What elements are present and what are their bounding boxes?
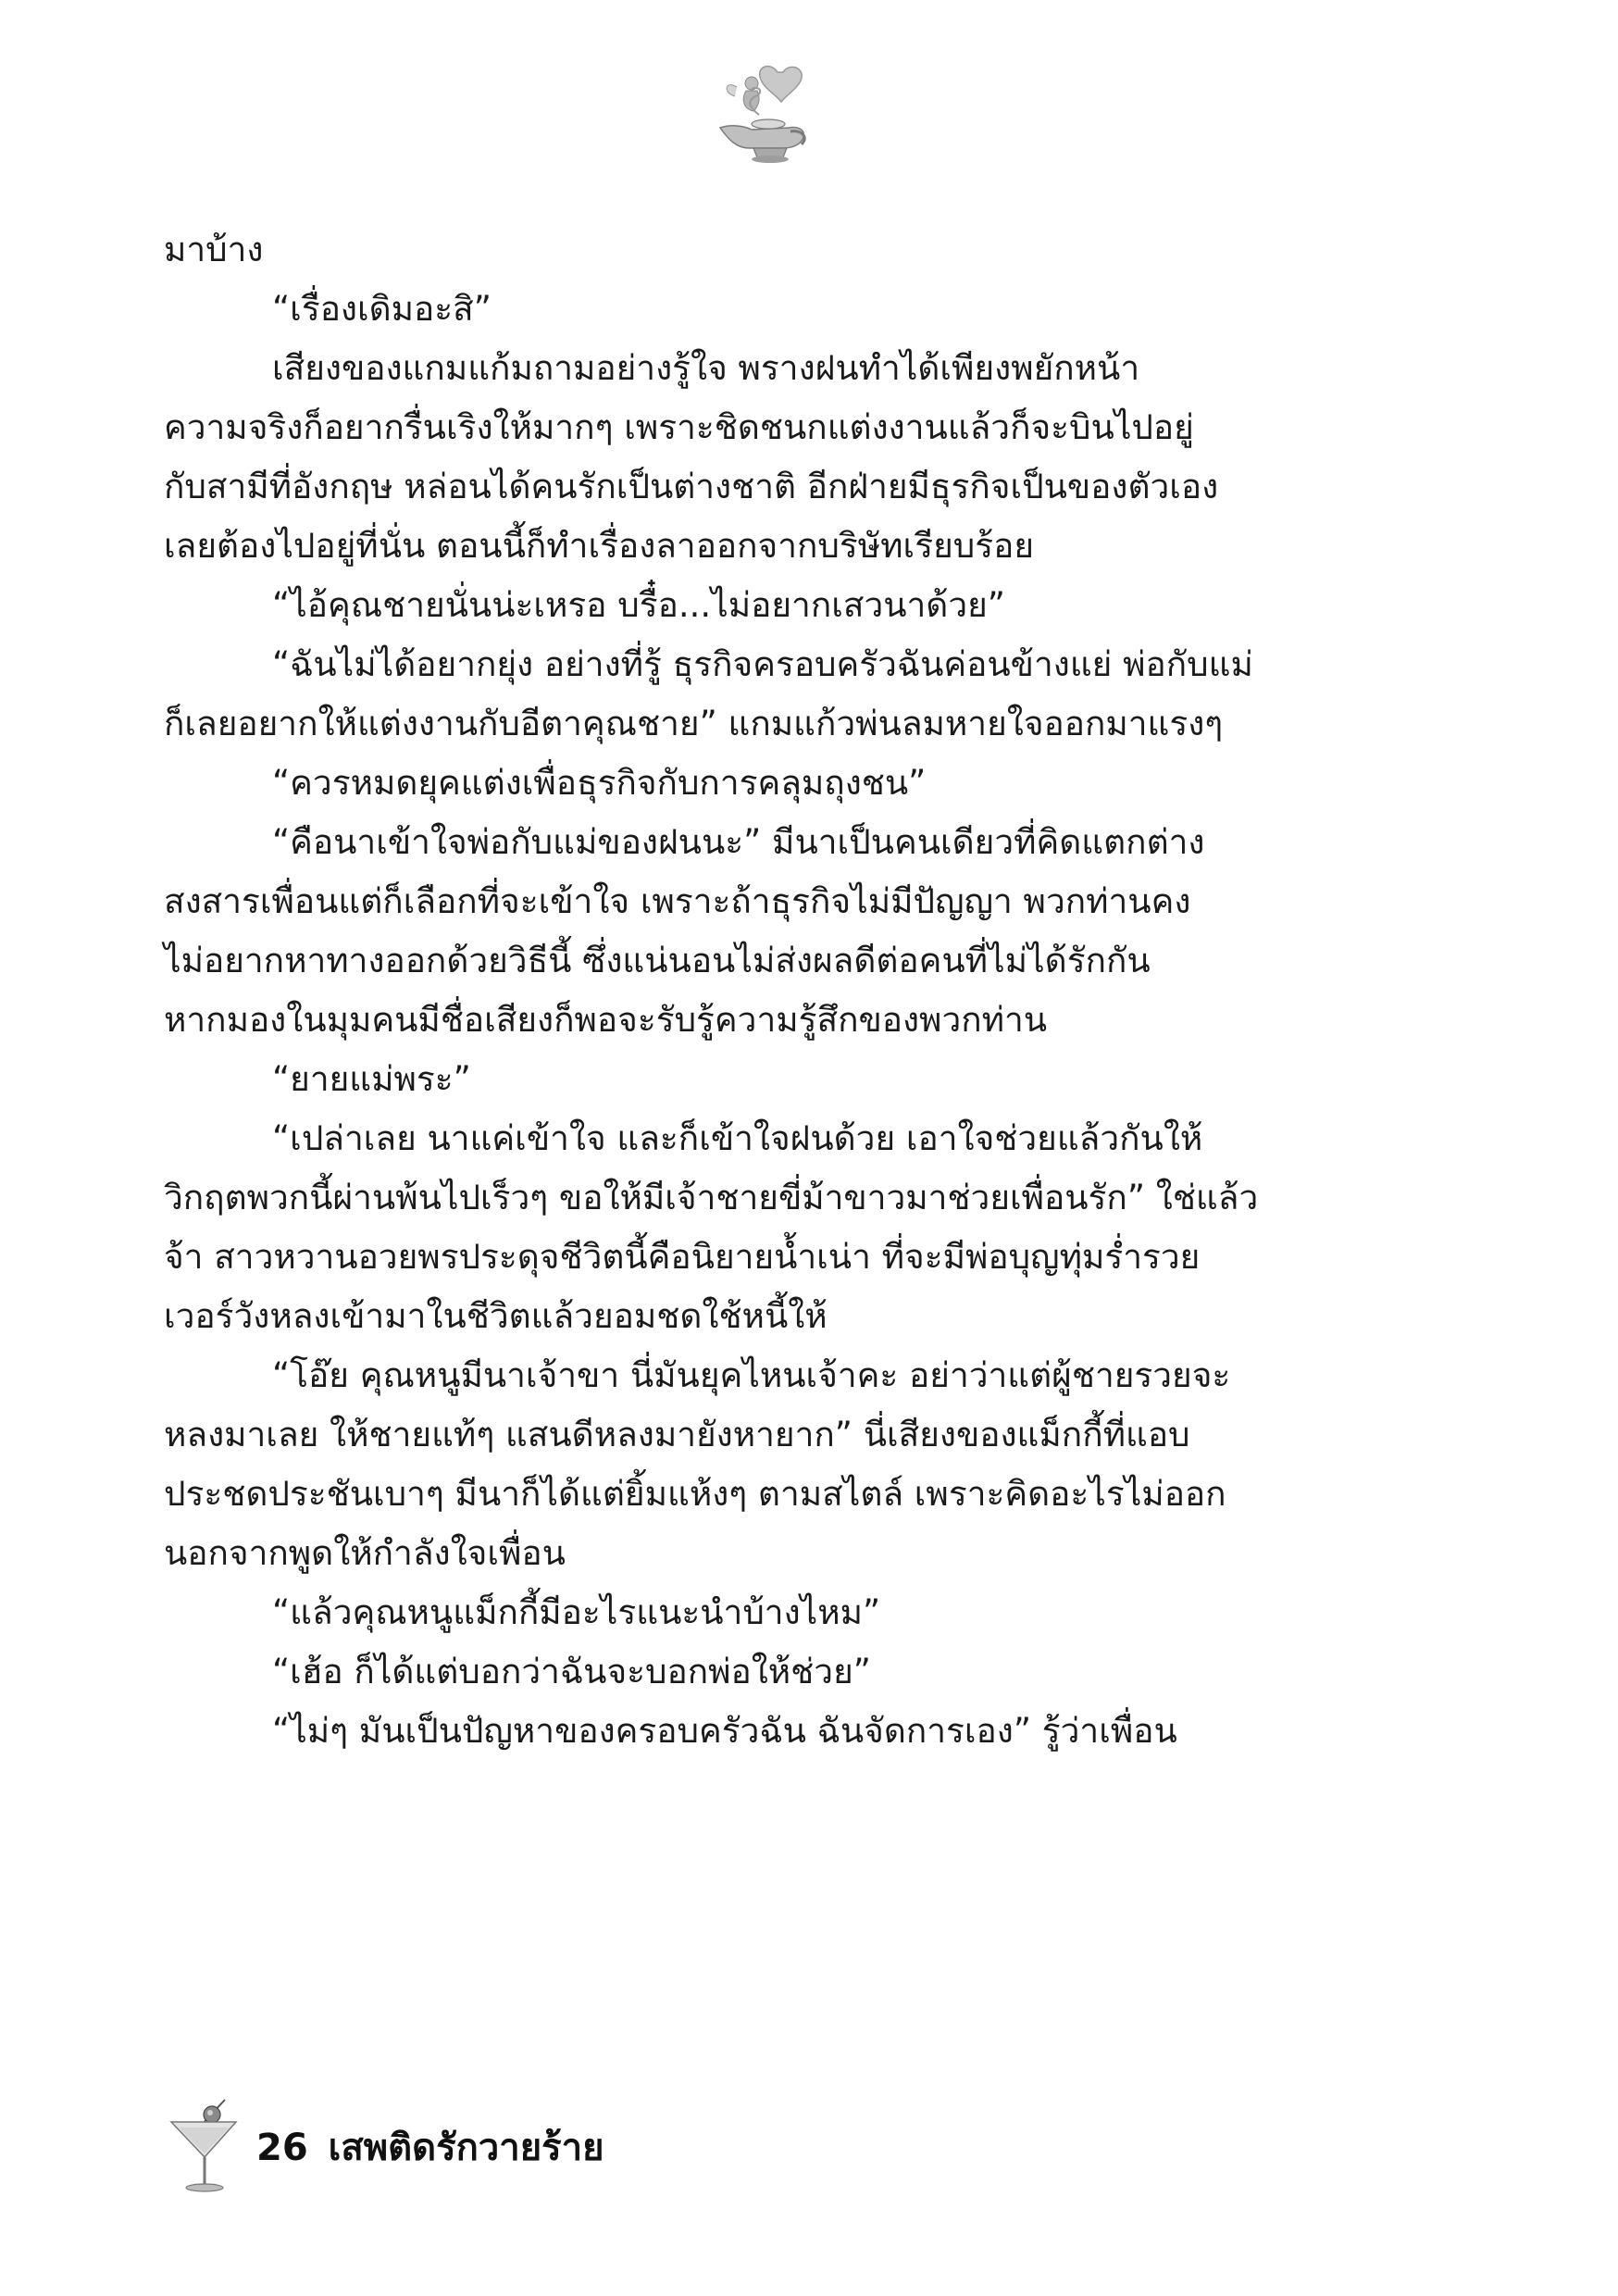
text-line: วิกฤตพวกนี้ผ่านพ้นไปเร็วๆ ขอให้มีเจ้าชายขี่ม้าขาวมาช่วยเพื่อนรัก” ใช่แล้ว xyxy=(164,1178,1259,1217)
text-line: “ไอ้คุณชายนั่นน่ะเหรอ บรื๋อ...ไม่อยากเสวนาด้วย” xyxy=(272,585,1005,625)
text-line: “ไม่ๆ มันเป็นปัญหาของครอบครัวฉัน ฉันจัดการเอง” รู้ว่าเพื่อน xyxy=(272,1711,1177,1751)
text-line: เลยต้องไปอยู่ที่นั่น ตอนนี้ก็ทำเรื่องลาออกจากบริษัทเรียบร้อย xyxy=(164,526,1035,566)
cocktail-glass-icon xyxy=(164,2094,247,2196)
text-line: เสียงของแกมแก้มถามอย่างรู้ใจ พรางฝนทำได้เพียงพยักหน้า xyxy=(272,348,1140,388)
text-line: กับสามีที่อังกฤษ หล่อนได้คนรักเป็นต่างชาติ อีกฝ่ายมีธุรกิจเป็นของตัวเอง xyxy=(164,467,1219,506)
text-line: ความจริงก็อยากรื่นเริงให้มากๆ เพราะชิดชนกแต่งงานแล้วก็จะบินไปอยู่ xyxy=(164,407,1194,447)
text-line: “แล้วคุณหนูแม็กกี้มีอะไรแนะนำบ้างไหม” xyxy=(272,1592,881,1632)
text-line: จ้า สาวหวานอวยพรประดุจชีวิตนี้คือนิยายน้ำเน่า ที่จะมีพ่อบุญทุ่มร่ำรวย xyxy=(164,1237,1201,1277)
text-line: “คือนาเข้าใจพ่อกับแม่ของฝนนะ” มีนาเป็นคนเดียวที่คิดแตกต่าง xyxy=(272,822,1205,862)
text-line: “โอ๊ย คุณหนูมีนาเจ้าขา นี่มันยุคไหนเจ้าคะ อย่าว่าแต่ผู้ชายรวยจะ xyxy=(272,1355,1231,1395)
text-line: “เรื่องเดิมอะสิ” xyxy=(272,289,492,329)
text-line: มาบ้าง xyxy=(164,230,264,269)
cupid-teapot-ornament-icon xyxy=(713,59,815,170)
text-line: “ฉันไม่ได้อยากยุ่ง อย่างที่รู้ ธุรกิจครอบครัวฉันค่อนข้างแย่ พ่อกับแม่ xyxy=(272,644,1253,684)
text-line: “ยายแม่พระ” xyxy=(272,1059,471,1099)
text-line: “เปล่าเลย นาแค่เข้าใจ และก็เข้าใจฝนด้วย เอาใจช่วยแล้วกันให้ xyxy=(272,1118,1203,1158)
text-line: สงสารเพื่อนแต่ก็เลือกที่จะเข้าใจ เพราะถ้าธุรกิจไม่มีปัญญา พวกท่านคง xyxy=(164,881,1191,921)
text-line: เวอร์วังหลงเข้ามาในชีวิตแล้วยอมชดใช้หนี้ให้ xyxy=(164,1296,828,1336)
text-line: ก็เลยอยากให้แต่งงานกับอีตาคุณชาย” แกมแก้วพ่นลมหายใจออกมาแรงๆ xyxy=(164,704,1224,743)
text-line: ไม่อยากหาทางออกด้วยวิธีนี้ ซึ่งแน่นอนไม่ส่งผลดีต่อคนที่ไม่ได้รักกัน xyxy=(164,941,1151,980)
text-line: นอกจากพูดให้กำลังใจเพื่อน xyxy=(164,1533,566,1573)
text-line: หากมองในมุมคนมีชื่อเสียงก็พอจะรับรู้ความรู้สึกของพวกท่าน xyxy=(164,1000,1048,1040)
page-folio xyxy=(256,2126,604,2170)
text-line: “ควรหมดยุคแต่งเพื่อธุรกิจกับการคลุมถุงชน” xyxy=(272,763,927,803)
text-line: “เฮ้อ ก็ได้แต่บอกว่าฉันจะบอกพ่อให้ช่วย” xyxy=(272,1652,871,1691)
text-line: ประชดประชันเบาๆ มีนาก็ได้แต่ยิ้มแห้งๆ ตามสไตล์ เพราะคิดอะไรไม่ออก xyxy=(164,1474,1226,1514)
page-footer xyxy=(164,2094,904,2196)
book-title: เสพติดรักวายร้าย xyxy=(328,2127,604,2169)
text-line: หลงมาเลย ให้ชายแท้ๆ แสนดีหลงมายังหายาก” นี่เสียงของแม็กกี้ที่แอบ xyxy=(164,1415,1190,1454)
page-body-text xyxy=(164,220,1356,2100)
page-number: 26 xyxy=(256,2127,308,2169)
